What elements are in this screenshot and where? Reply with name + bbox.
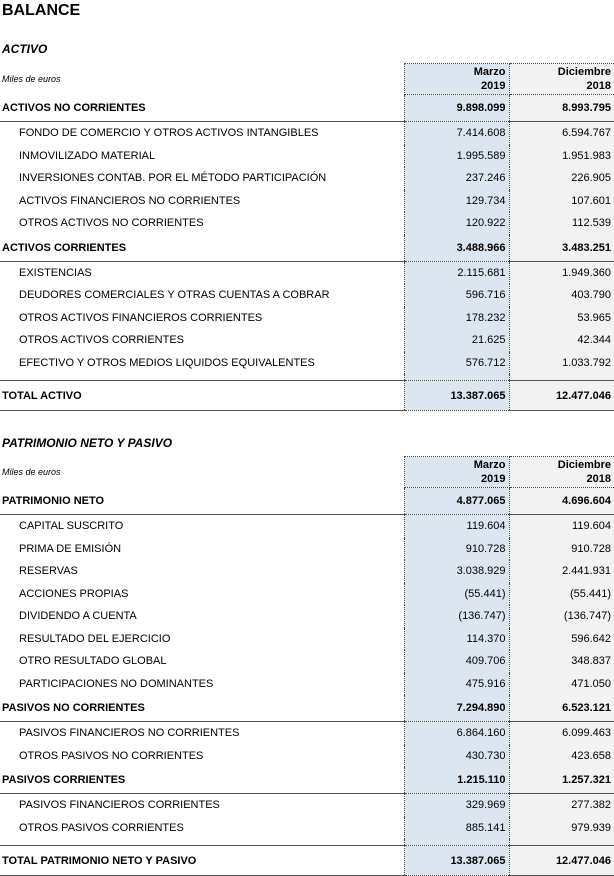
line-item-label: EFECTIVO Y OTROS MEDIOS LIQUIDOS EQUIVALENTES — [19, 356, 315, 369]
line-item-label: RESERVAS — [19, 565, 78, 578]
line-item-value-marzo: 119.604 — [404, 515, 509, 538]
activo-table — [0, 63, 614, 411]
line-item-label: ACCIONES PROPIAS — [19, 587, 129, 600]
line-item-row — [0, 329, 614, 352]
page-title: BALANCE — [2, 2, 81, 19]
line-item-value-diciembre: 403.790 — [509, 284, 614, 307]
group-label: PASIVOS CORRIENTES — [0, 767, 404, 794]
section-title-activo: ACTIVO — [2, 42, 48, 56]
column-header-marzo — [404, 64, 509, 95]
column-header-marzo — [404, 457, 509, 488]
line-item-value-marzo: 3.038.929 — [404, 560, 509, 583]
line-item-value-diciembre: (55.441) — [509, 583, 614, 606]
line-item-label: OTROS ACTIVOS NO CORRIENTES — [19, 217, 204, 230]
line-item-value-diciembre: 596.642 — [509, 628, 614, 651]
group-row — [0, 235, 614, 262]
line-item-value-diciembre: 6.594.767 — [509, 122, 614, 145]
line-item-row — [0, 583, 614, 606]
total-row — [0, 381, 614, 411]
line-item-label: OTROS ACTIVOS CORRIENTES — [19, 334, 185, 347]
line-item-value-marzo: 910.728 — [404, 538, 509, 561]
group-value-diciembre: 4.696.604 — [509, 488, 614, 515]
line-item-label: OTROS PASIVOS CORRIENTES — [19, 821, 184, 834]
column-header-diciembre-line1: Diciembre — [557, 459, 611, 471]
line-item-value-diciembre: 1.033.792 — [509, 352, 614, 375]
column-header-diciembre-line2: 2018 — [586, 473, 611, 485]
total-value-marzo: 13.387.065 — [404, 381, 509, 411]
line-item-label: FONDO DE COMERCIO Y OTROS ACTIVOS INTANGIBLES — [19, 127, 319, 140]
line-item-label: INMOVILIZADO MATERIAL — [19, 149, 156, 162]
line-item-value-diciembre: (136.747) — [509, 605, 614, 628]
line-item-label: PRIMA DE EMISIÓN — [19, 542, 122, 555]
column-header-marzo-line2: 2019 — [481, 80, 506, 92]
line-item-value-marzo: 329.969 — [404, 794, 509, 817]
group-value-diciembre: 1.257.321 — [509, 767, 614, 794]
column-header-diciembre — [509, 457, 614, 488]
group-row — [0, 695, 614, 722]
column-header-diciembre-line2: 2018 — [586, 80, 611, 92]
column-header-marzo-line1: Marzo — [473, 66, 506, 78]
column-header-row — [0, 64, 614, 95]
group-label: ACTIVOS CORRIENTES — [0, 235, 404, 262]
group-label: PASIVOS NO CORRIENTES — [0, 695, 404, 722]
group-value-marzo: 7.294.890 — [404, 695, 509, 722]
line-item-value-marzo: 6.864.160 — [404, 722, 509, 745]
line-item-value-diciembre: 226.905 — [509, 167, 614, 190]
line-item-label: ACTIVOS FINANCIEROS NO CORRIENTES — [19, 194, 241, 207]
group-label: ACTIVOS NO CORRIENTES — [0, 95, 404, 122]
group-row — [0, 488, 614, 515]
line-item-value-diciembre: 119.604 — [509, 515, 614, 538]
group-value-diciembre: 3.483.251 — [509, 235, 614, 262]
section-title-pasivo: PATRIMONIO NETO Y PASIVO — [2, 436, 173, 450]
line-item-row — [0, 145, 614, 168]
line-item-label: EXISTENCIAS — [19, 266, 92, 279]
line-item-value-marzo: 430.730 — [404, 745, 509, 768]
line-item-row — [0, 122, 614, 145]
column-header-marzo-line2: 2019 — [481, 473, 506, 485]
line-item-value-diciembre: 348.837 — [509, 650, 614, 673]
group-value-marzo: 1.215.110 — [404, 767, 509, 794]
line-item-value-marzo: 2.115.681 — [404, 261, 509, 284]
line-item-value-marzo: (136.747) — [404, 605, 509, 628]
line-item-value-marzo: 7.414.608 — [404, 122, 509, 145]
column-header-row — [0, 457, 614, 488]
line-item-value-marzo: 129.734 — [404, 190, 509, 213]
pasivo-table — [0, 456, 614, 876]
line-item-label: PASIVOS FINANCIEROS CORRIENTES — [19, 799, 220, 812]
line-item-row — [0, 794, 614, 817]
line-item-row — [0, 817, 614, 840]
line-item-value-marzo: 409.706 — [404, 650, 509, 673]
group-value-diciembre: 8.993.795 — [509, 95, 614, 122]
line-item-row — [0, 745, 614, 768]
line-item-value-diciembre: 107.601 — [509, 190, 614, 213]
line-item-value-diciembre: 112.539 — [509, 212, 614, 235]
group-label: PATRIMONIO NETO — [0, 488, 404, 515]
line-item-row — [0, 307, 614, 330]
line-item-row — [0, 212, 614, 235]
units-label: Miles de euros — [2, 467, 61, 477]
line-item-value-diciembre: 979.939 — [509, 817, 614, 840]
line-item-value-diciembre: 1.949.360 — [509, 261, 614, 284]
line-item-row — [0, 673, 614, 696]
column-header-diciembre — [509, 64, 614, 95]
line-item-value-marzo: 114.370 — [404, 628, 509, 651]
line-item-value-diciembre: 1.951.983 — [509, 145, 614, 168]
line-item-value-marzo: 475.916 — [404, 673, 509, 696]
line-item-row — [0, 538, 614, 561]
line-item-label: DIVIDENDO A CUENTA — [19, 610, 137, 623]
line-item-label: OTROS ACTIVOS FINANCIEROS CORRIENTES — [19, 311, 263, 324]
total-value-marzo: 13.387.065 — [404, 846, 509, 876]
line-item-value-marzo: 237.246 — [404, 167, 509, 190]
units-label: Miles de euros — [2, 74, 61, 84]
line-item-row — [0, 352, 614, 375]
group-value-marzo: 9.898.099 — [404, 95, 509, 122]
total-row — [0, 846, 614, 876]
line-item-label: DEUDORES COMERCIALES Y OTRAS CUENTAS A COBRAR — [19, 289, 330, 302]
line-item-label: OTRO RESULTADO GLOBAL — [19, 655, 167, 668]
column-header-marzo-line1: Marzo — [473, 459, 506, 471]
line-item-row — [0, 722, 614, 745]
total-value-diciembre: 12.477.046 — [509, 381, 614, 411]
line-item-value-marzo: 178.232 — [404, 307, 509, 330]
line-item-row — [0, 560, 614, 583]
line-item-row — [0, 628, 614, 651]
line-item-value-diciembre: 423.658 — [509, 745, 614, 768]
line-item-label: OTROS PASIVOS NO CORRIENTES — [19, 749, 204, 762]
line-item-label: INVERSIONES CONTAB. POR EL MÉTODO PARTICIPACIÓN — [19, 172, 327, 185]
line-item-value-marzo: 1.995.589 — [404, 145, 509, 168]
column-header-diciembre-line1: Diciembre — [557, 66, 611, 78]
line-item-row — [0, 515, 614, 538]
line-item-value-diciembre: 910.728 — [509, 538, 614, 561]
line-item-value-marzo: 596.716 — [404, 284, 509, 307]
line-item-row — [0, 284, 614, 307]
line-item-value-diciembre: 42.344 — [509, 329, 614, 352]
line-item-value-marzo: 885.141 — [404, 817, 509, 840]
total-label: TOTAL ACTIVO — [0, 381, 404, 411]
line-item-value-diciembre: 277.382 — [509, 794, 614, 817]
line-item-value-diciembre: 6.099.463 — [509, 722, 614, 745]
group-value-diciembre: 6.523.121 — [509, 695, 614, 722]
line-item-value-diciembre: 53.965 — [509, 307, 614, 330]
line-item-row — [0, 650, 614, 673]
line-item-row — [0, 605, 614, 628]
line-item-value-marzo: 120.922 — [404, 212, 509, 235]
group-value-marzo: 4.877.065 — [404, 488, 509, 515]
line-item-value-marzo: 576.712 — [404, 352, 509, 375]
total-value-diciembre: 12.477.046 — [509, 846, 614, 876]
line-item-label: PASIVOS FINANCIEROS NO CORRIENTES — [19, 727, 240, 740]
line-item-row — [0, 261, 614, 284]
line-item-value-diciembre: 2.441.931 — [509, 560, 614, 583]
group-row — [0, 767, 614, 794]
line-item-row — [0, 190, 614, 213]
line-item-label: PARTICIPACIONES NO DOMINANTES — [19, 677, 214, 690]
total-label: TOTAL PATRIMONIO NETO Y PASIVO — [0, 846, 404, 876]
group-row — [0, 95, 614, 122]
line-item-value-marzo: (55.441) — [404, 583, 509, 606]
line-item-label: CAPITAL SUSCRITO — [19, 520, 124, 533]
line-item-row — [0, 167, 614, 190]
line-item-value-marzo: 21.625 — [404, 329, 509, 352]
group-value-marzo: 3.488.966 — [404, 235, 509, 262]
line-item-label: RESULTADO DEL EJERCICIO — [19, 632, 171, 645]
line-item-value-diciembre: 471.050 — [509, 673, 614, 696]
